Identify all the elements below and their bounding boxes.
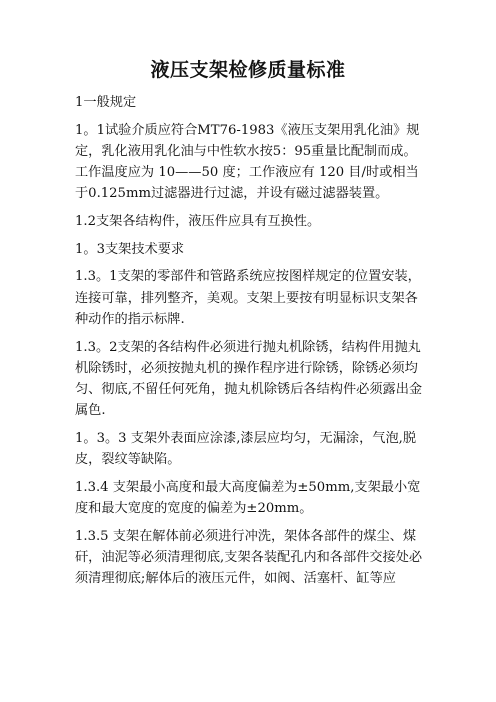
paragraph: 1.2支架各结构件，液压件应具有互换性。 [75, 214, 321, 230]
paragraph: 1。1试验介质应符合MT76-1983《液压支架用乳化油》规定，乳化液用乳化油与中性软水按5：95重量比配制而成。工作温度应为 10——50 度；工作液应有 120 目/时或相当于0.125mm过滤器进行过滤，并设有磁过滤器装置。 [75, 122, 420, 202]
paragraph: 1.3.4 支架最小高度和最大高度偏差为±50mm,支架最小宽度和最大宽度的宽度的偏差为±20mm。 [75, 479, 421, 516]
section-heading: 1。3支架技术要求 [75, 241, 185, 257]
document-title: 液压支架检修质量标准 [150, 59, 346, 81]
paragraph: 1.3。2支架的各结构件必须进行抛丸机除锈，结构件用抛丸机除锈时，必须按抛丸机的操作程序进行除锈，除锈必须均匀、彻底,不留任何死角，抛丸机除锈后各结构件必须露出金属色. [75, 339, 423, 419]
section-heading: 1一般规定 [75, 95, 137, 110]
paragraph: 1.3。1支架的零部件和管路系统应按图样规定的位置安装，连接可靠，排列整齐，美观。支架上要按有明显标识支架各种动作的指示标牌. [75, 269, 421, 327]
paragraph: 1。3。3 支架外表面应涂漆,漆层应均匀，无漏涂，气泡,脱皮，裂纹等缺陷。 [75, 430, 417, 468]
paragraph: 1.3.5 支架在解体前必须进行冲洗，架体各部件的煤尘、煤矸，油泥等必须清理彻底,支架各装配孔内和各部件交接处必须清理彻底;解体后的液压元件，如阀、活塞杆、缸等应 [75, 528, 423, 587]
document-body [75, 92, 425, 596]
